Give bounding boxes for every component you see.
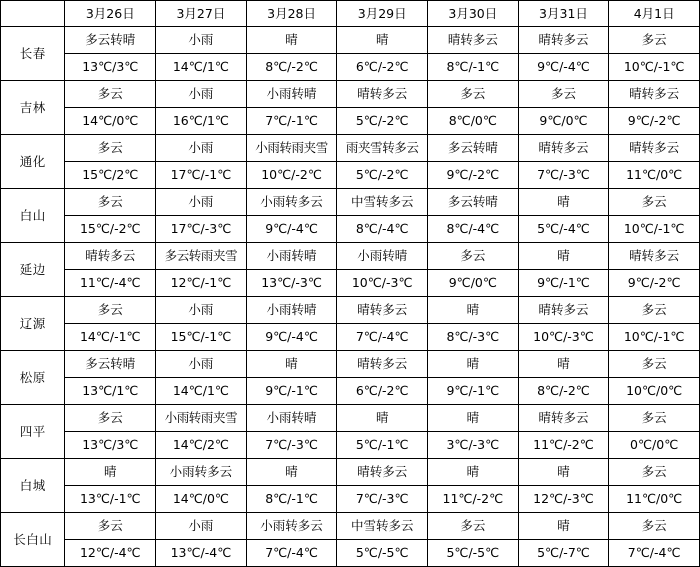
condition-5-1: 小雨 <box>156 297 247 324</box>
temperature-8-4: 11℃/-2℃ <box>428 486 519 513</box>
table-row <box>1 486 700 513</box>
table-row <box>1 459 700 486</box>
temperature-4-6: 9℃/-2℃ <box>609 270 700 297</box>
temperature-3-4: 8℃/-4℃ <box>428 216 519 243</box>
temperature-0-6: 10℃/-1℃ <box>609 54 700 81</box>
condition-0-0: 多云转晴 <box>65 27 156 54</box>
temperature-0-2: 8℃/-2℃ <box>246 54 337 81</box>
condition-6-3: 晴转多云 <box>337 351 428 378</box>
condition-0-1: 小雨 <box>156 27 247 54</box>
condition-4-2: 小雨转晴 <box>246 243 337 270</box>
table-row <box>1 432 700 459</box>
temperature-3-5: 5℃/-4℃ <box>518 216 609 243</box>
temperature-5-3: 7℃/-4℃ <box>337 324 428 351</box>
condition-7-6: 多云 <box>609 405 700 432</box>
temperature-1-2: 7℃/-1℃ <box>246 108 337 135</box>
condition-4-4: 多云 <box>428 243 519 270</box>
city-label-4: 延边 <box>1 243 65 297</box>
condition-3-2: 小雨转多云 <box>246 189 337 216</box>
table-row <box>1 540 700 567</box>
temperature-5-1: 15℃/-1℃ <box>156 324 247 351</box>
condition-6-0: 多云转晴 <box>65 351 156 378</box>
temperature-4-4: 9℃/0℃ <box>428 270 519 297</box>
city-label-8: 白城 <box>1 459 65 513</box>
city-label-1: 吉林 <box>1 81 65 135</box>
condition-0-5: 晴转多云 <box>518 27 609 54</box>
condition-6-4: 晴 <box>428 351 519 378</box>
temperature-2-6: 11℃/0℃ <box>609 162 700 189</box>
condition-2-3: 雨夹雪转多云 <box>337 135 428 162</box>
table-row <box>1 351 700 378</box>
condition-1-5: 多云 <box>518 81 609 108</box>
condition-5-2: 小雨转晴 <box>246 297 337 324</box>
condition-2-4: 多云转晴 <box>428 135 519 162</box>
condition-7-2: 小雨转晴 <box>246 405 337 432</box>
temperature-9-5: 5℃/-7℃ <box>518 540 609 567</box>
condition-0-3: 晴 <box>337 27 428 54</box>
temperature-3-1: 17℃/-3℃ <box>156 216 247 243</box>
temperature-1-5: 9℃/0℃ <box>518 108 609 135</box>
temperature-3-0: 15℃/-2℃ <box>65 216 156 243</box>
table-row <box>1 108 700 135</box>
temperature-8-1: 14℃/0℃ <box>156 486 247 513</box>
date-header-3: 3月29日 <box>337 1 428 27</box>
temperature-0-3: 6℃/-2℃ <box>337 54 428 81</box>
temperature-1-3: 5℃/-2℃ <box>337 108 428 135</box>
temperature-2-5: 7℃/-3℃ <box>518 162 609 189</box>
date-header-6: 4月1日 <box>609 1 700 27</box>
condition-9-3: 中雪转多云 <box>337 513 428 540</box>
condition-2-0: 多云 <box>65 135 156 162</box>
temperature-7-4: 3℃/-3℃ <box>428 432 519 459</box>
condition-3-4: 多云转晴 <box>428 189 519 216</box>
condition-7-5: 晴转多云 <box>518 405 609 432</box>
city-label-0: 长春 <box>1 27 65 81</box>
condition-5-4: 晴 <box>428 297 519 324</box>
temperature-9-1: 13℃/-4℃ <box>156 540 247 567</box>
condition-7-4: 晴 <box>428 405 519 432</box>
condition-2-1: 小雨 <box>156 135 247 162</box>
condition-5-3: 晴转多云 <box>337 297 428 324</box>
temperature-9-6: 7℃/-4℃ <box>609 540 700 567</box>
table-row <box>1 216 700 243</box>
condition-6-5: 晴 <box>518 351 609 378</box>
condition-4-1: 多云转雨夹雪 <box>156 243 247 270</box>
condition-7-0: 多云 <box>65 405 156 432</box>
table-row <box>1 135 700 162</box>
condition-1-3: 晴转多云 <box>337 81 428 108</box>
table-row <box>1 324 700 351</box>
condition-5-5: 晴转多云 <box>518 297 609 324</box>
temperature-6-0: 13℃/1℃ <box>65 378 156 405</box>
condition-8-3: 晴转多云 <box>337 459 428 486</box>
condition-3-6: 多云 <box>609 189 700 216</box>
temperature-4-5: 9℃/-1℃ <box>518 270 609 297</box>
temperature-7-0: 13℃/3℃ <box>65 432 156 459</box>
temperature-4-0: 11℃/-4℃ <box>65 270 156 297</box>
condition-8-6: 多云 <box>609 459 700 486</box>
city-label-2: 通化 <box>1 135 65 189</box>
temperature-9-3: 5℃/-5℃ <box>337 540 428 567</box>
temperature-1-1: 16℃/1℃ <box>156 108 247 135</box>
condition-8-5: 晴 <box>518 459 609 486</box>
temperature-8-2: 8℃/-1℃ <box>246 486 337 513</box>
condition-1-6: 晴转多云 <box>609 81 700 108</box>
condition-0-6: 多云 <box>609 27 700 54</box>
temperature-6-5: 8℃/-2℃ <box>518 378 609 405</box>
temperature-6-1: 14℃/1℃ <box>156 378 247 405</box>
city-label-5: 辽源 <box>1 297 65 351</box>
table-row <box>1 297 700 324</box>
condition-6-1: 小雨 <box>156 351 247 378</box>
temperature-8-5: 12℃/-3℃ <box>518 486 609 513</box>
temperature-7-2: 7℃/-3℃ <box>246 432 337 459</box>
condition-4-6: 晴转多云 <box>609 243 700 270</box>
table-row <box>1 513 700 540</box>
city-label-3: 白山 <box>1 189 65 243</box>
temperature-9-4: 5℃/-5℃ <box>428 540 519 567</box>
temperature-3-6: 10℃/-1℃ <box>609 216 700 243</box>
table-row <box>1 81 700 108</box>
temperature-2-4: 9℃/-2℃ <box>428 162 519 189</box>
city-label-9: 长白山 <box>1 513 65 567</box>
temperature-8-3: 7℃/-3℃ <box>337 486 428 513</box>
city-label-6: 松原 <box>1 351 65 405</box>
temperature-9-0: 12℃/-4℃ <box>65 540 156 567</box>
temperature-6-4: 9℃/-1℃ <box>428 378 519 405</box>
condition-9-2: 小雨转多云 <box>246 513 337 540</box>
temperature-0-1: 14℃/1℃ <box>156 54 247 81</box>
condition-4-3: 小雨转晴 <box>337 243 428 270</box>
temperature-0-5: 9℃/-4℃ <box>518 54 609 81</box>
condition-1-1: 小雨 <box>156 81 247 108</box>
condition-6-6: 多云 <box>609 351 700 378</box>
temperature-3-3: 8℃/-4℃ <box>337 216 428 243</box>
temperature-5-0: 14℃/-1℃ <box>65 324 156 351</box>
date-header-5: 3月31日 <box>518 1 609 27</box>
temperature-2-1: 17℃/-1℃ <box>156 162 247 189</box>
temperature-4-3: 10℃/-3℃ <box>337 270 428 297</box>
condition-8-1: 小雨转多云 <box>156 459 247 486</box>
temperature-6-3: 6℃/-2℃ <box>337 378 428 405</box>
temperature-6-6: 10℃/0℃ <box>609 378 700 405</box>
condition-5-0: 多云 <box>65 297 156 324</box>
temperature-5-5: 10℃/-3℃ <box>518 324 609 351</box>
date-header-0: 3月26日 <box>65 1 156 27</box>
condition-8-4: 晴 <box>428 459 519 486</box>
table-row <box>1 162 700 189</box>
table-row <box>1 189 700 216</box>
temperature-5-6: 10℃/-1℃ <box>609 324 700 351</box>
condition-0-2: 晴 <box>246 27 337 54</box>
condition-8-2: 晴 <box>246 459 337 486</box>
condition-9-6: 多云 <box>609 513 700 540</box>
condition-4-0: 晴转多云 <box>65 243 156 270</box>
temperature-5-4: 8℃/-3℃ <box>428 324 519 351</box>
condition-4-5: 晴 <box>518 243 609 270</box>
table-row <box>1 27 700 54</box>
table-row <box>1 54 700 81</box>
table-row <box>1 378 700 405</box>
date-header-4: 3月30日 <box>428 1 519 27</box>
temperature-4-1: 12℃/-1℃ <box>156 270 247 297</box>
table-corner-cell <box>1 1 65 27</box>
temperature-1-4: 8℃/0℃ <box>428 108 519 135</box>
temperature-6-2: 9℃/-1℃ <box>246 378 337 405</box>
condition-0-4: 晴转多云 <box>428 27 519 54</box>
temperature-0-0: 13℃/3℃ <box>65 54 156 81</box>
condition-8-0: 晴 <box>65 459 156 486</box>
temperature-7-6: 0℃/0℃ <box>609 432 700 459</box>
condition-3-3: 中雪转多云 <box>337 189 428 216</box>
condition-3-5: 晴 <box>518 189 609 216</box>
date-header-2: 3月28日 <box>246 1 337 27</box>
condition-2-5: 晴转多云 <box>518 135 609 162</box>
temperature-7-5: 11℃/-2℃ <box>518 432 609 459</box>
condition-5-6: 多云 <box>609 297 700 324</box>
condition-2-6: 晴转多云 <box>609 135 700 162</box>
condition-2-2: 小雨转雨夹雪 <box>246 135 337 162</box>
temperature-0-4: 8℃/-1℃ <box>428 54 519 81</box>
temperature-8-6: 11℃/0℃ <box>609 486 700 513</box>
temperature-1-6: 9℃/-2℃ <box>609 108 700 135</box>
temperature-8-0: 13℃/-1℃ <box>65 486 156 513</box>
temperature-2-2: 10℃/-2℃ <box>246 162 337 189</box>
condition-9-5: 晴 <box>518 513 609 540</box>
temperature-2-0: 15℃/2℃ <box>65 162 156 189</box>
condition-9-4: 多云 <box>428 513 519 540</box>
temperature-1-0: 14℃/0℃ <box>65 108 156 135</box>
temperature-7-1: 14℃/2℃ <box>156 432 247 459</box>
temperature-9-2: 7℃/-4℃ <box>246 540 337 567</box>
condition-9-1: 小雨 <box>156 513 247 540</box>
table-row <box>1 270 700 297</box>
condition-1-2: 小雨转晴 <box>246 81 337 108</box>
temperature-4-2: 13℃/-3℃ <box>246 270 337 297</box>
condition-3-1: 小雨 <box>156 189 247 216</box>
condition-1-4: 多云 <box>428 81 519 108</box>
table-header-row <box>1 1 700 27</box>
temperature-7-3: 5℃/-1℃ <box>337 432 428 459</box>
table-row <box>1 243 700 270</box>
table-row <box>1 405 700 432</box>
city-label-7: 四平 <box>1 405 65 459</box>
temperature-5-2: 9℃/-4℃ <box>246 324 337 351</box>
temperature-3-2: 9℃/-4℃ <box>246 216 337 243</box>
condition-9-0: 多云 <box>65 513 156 540</box>
condition-6-2: 晴 <box>246 351 337 378</box>
condition-7-1: 小雨转雨夹雪 <box>156 405 247 432</box>
condition-7-3: 晴 <box>337 405 428 432</box>
temperature-2-3: 5℃/-2℃ <box>337 162 428 189</box>
condition-1-0: 多云 <box>65 81 156 108</box>
date-header-1: 3月27日 <box>156 1 247 27</box>
condition-3-0: 多云 <box>65 189 156 216</box>
